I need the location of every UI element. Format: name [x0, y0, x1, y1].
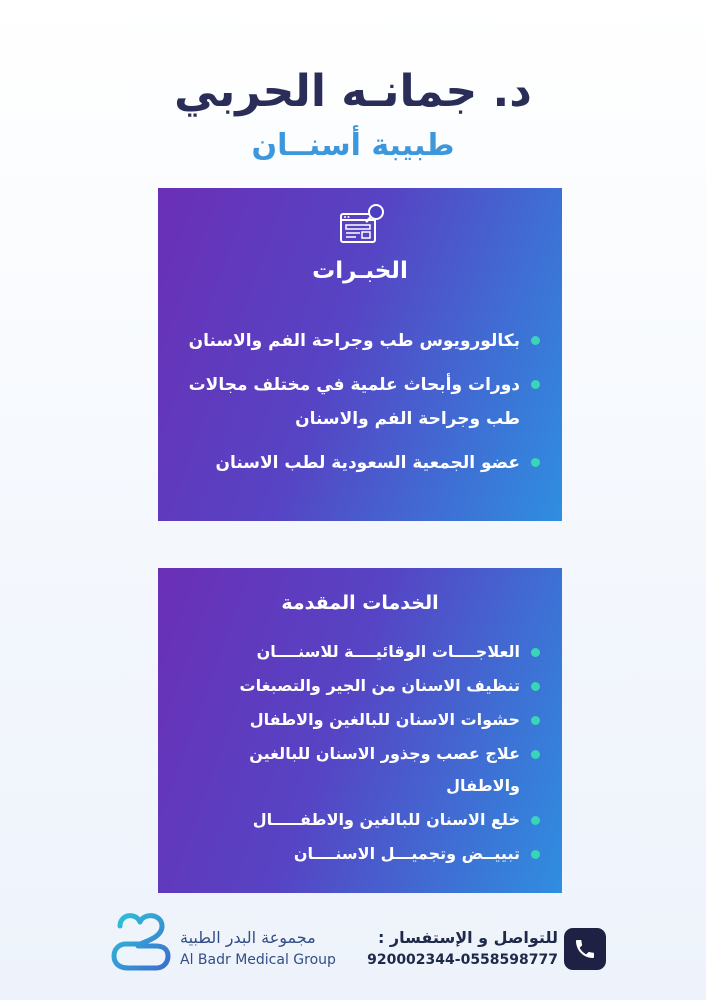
- experience-list: [178, 324, 544, 490]
- bullet-icon: [531, 682, 540, 691]
- list-item-text: خلع الاسنان للبالغين والاطفـــــال: [252, 810, 520, 829]
- doctor-name: د. جمانـه الحربي: [174, 66, 532, 117]
- list-item-text: دورات وأبحاث علمية في مختلف مجالات طب وجراحة الفم والاسنان: [188, 375, 520, 429]
- services-list: [178, 636, 544, 872]
- list-item: [178, 804, 544, 836]
- bullet-icon: [531, 458, 540, 467]
- list-item: [178, 446, 544, 480]
- logo-arabic-name: مجموعة البدر الطبية: [180, 928, 316, 947]
- list-item-text: علاج عصب وجذور الاسنان للبالغين والاطفال: [249, 744, 520, 795]
- services-card: [158, 568, 562, 893]
- badr-logo-icon: [110, 906, 172, 972]
- list-item: [178, 636, 544, 668]
- bullet-icon: [531, 380, 540, 389]
- doctor-specialty: طبيبة أسنــان: [251, 128, 455, 163]
- logo-english-name: Al Badr Medical Group: [180, 952, 336, 968]
- experience-card: [158, 188, 562, 521]
- phone-button[interactable]: [564, 928, 606, 970]
- experience-title: الخبـرات: [312, 258, 408, 284]
- bullet-icon: [531, 648, 540, 657]
- services-title: الخدمات المقدمة: [281, 592, 439, 614]
- contact-label: للتواصل و الإستفسار :: [377, 928, 558, 947]
- list-item: [178, 738, 544, 802]
- list-item: [178, 324, 544, 358]
- list-item-text: عضو الجمعية السعودية لطب الاسنان: [215, 453, 520, 473]
- contact-phone-numbers[interactable]: 920002344-0558598777: [367, 952, 558, 968]
- list-item-text: تبييــض وتجميـــل الاسنــــان: [293, 844, 520, 863]
- browser-search-icon: [338, 202, 388, 248]
- list-item: [178, 670, 544, 702]
- phone-icon: [573, 937, 597, 961]
- list-item: [178, 838, 544, 870]
- contact-block: [367, 926, 606, 976]
- bullet-icon: [531, 816, 540, 825]
- doctor-header: [0, 60, 706, 166]
- list-item: [178, 368, 544, 436]
- list-item-text: العلاجــــات الوقائيــــة للاسنــــان: [256, 642, 520, 661]
- group-logo: [110, 906, 340, 976]
- bullet-icon: [531, 716, 540, 725]
- bullet-icon: [531, 750, 540, 759]
- list-item-text: تنظيف الاسنان من الجير والتصبغات: [239, 676, 520, 695]
- list-item-text: حشوات الاسنان للبالغين والاطفال: [249, 710, 520, 729]
- bullet-icon: [531, 336, 540, 345]
- list-item-text: بكالورويوس طب وجراحة الفم والاسنان: [188, 331, 520, 351]
- list-item: [178, 704, 544, 736]
- bullet-icon: [531, 850, 540, 859]
